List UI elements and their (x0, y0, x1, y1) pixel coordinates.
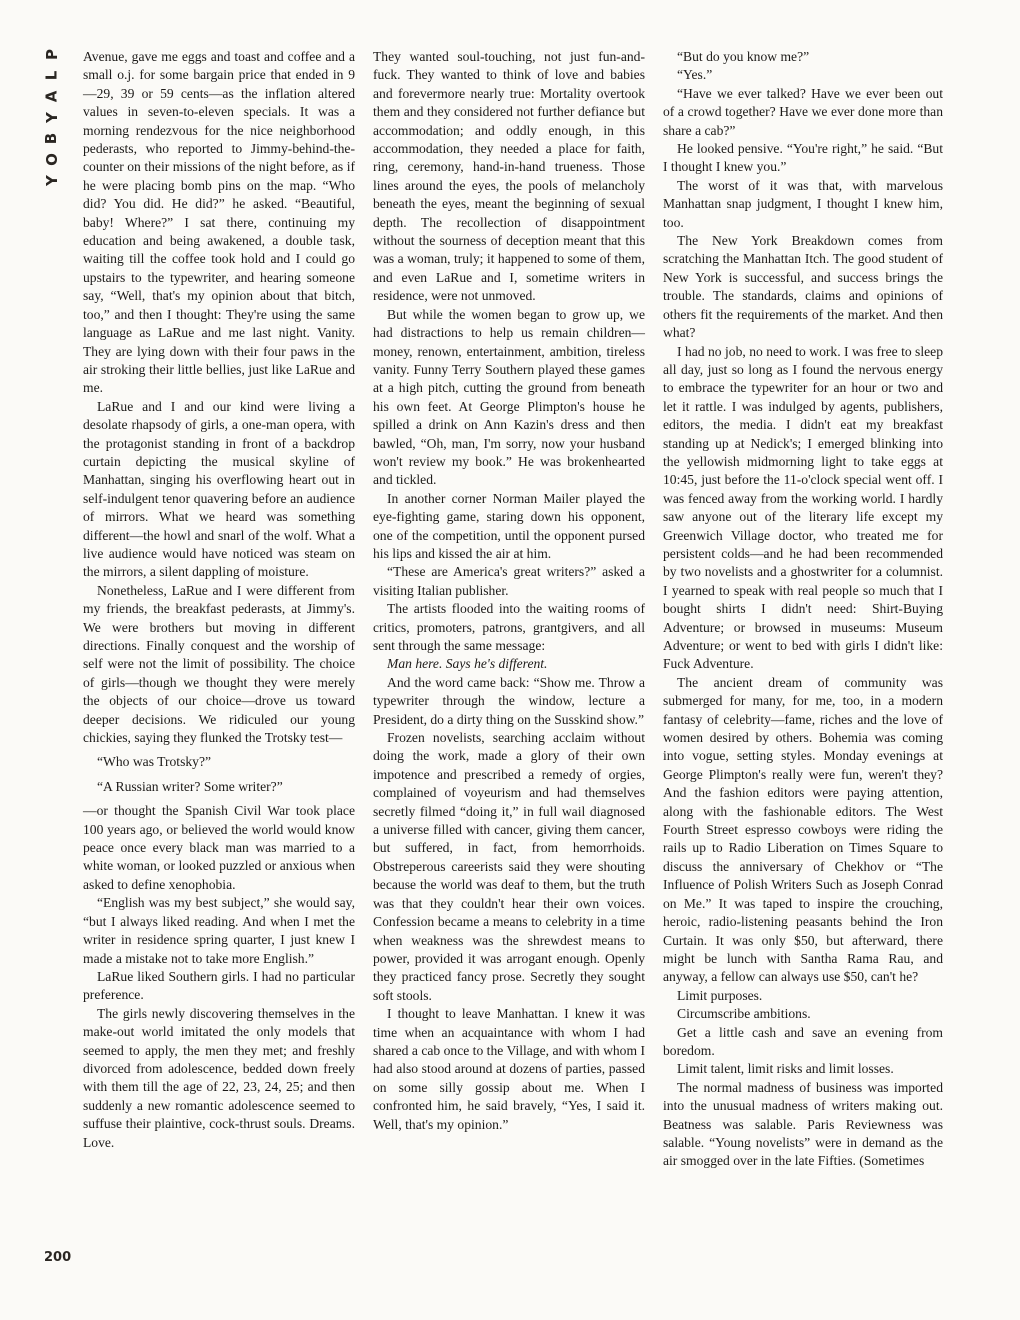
paragraph: The girls newly discovering themselves in the make-out world imitated the only models that seemed to apply, the men they met; and freshly divorced from adolescence, bedded down freely with them till the age of 22, 23, 24, 25; and then suddenly a new romantic adolescence seemed to suffuse their plaintive, cock-thrust souls. Dreams. Love. (83, 1005, 355, 1150)
paragraph: LaRue liked Southern girls. I had no particular preference. (83, 968, 355, 1003)
paragraph: Limit talent, limit risks and limit losses. (677, 1061, 894, 1077)
paragraph: Circumscribe ambitions. (677, 1006, 811, 1022)
paragraph: Nonetheless, LaRue and I were different from my friends, the breakfast pederasts, at Jimmy's. We were brothers but moving in different directions. Finally conquest and the worship of self were not the limit of possibility. The choice of girls—though we thought they were merely the objects of our choice—drove us toward deeper decisions. We ridiculed our young chickies, saying they flunked the Trotsky test— (83, 582, 355, 746)
masthead-letter: Y (42, 112, 61, 123)
paragraph: “Have we ever talked? Have we ever been out of a crowd together? Have we ever done more than share a cab?” (663, 85, 943, 138)
paragraph: LaRue and I and our kind were living a desolate rhapsody of girls, a one-man opera, with the protagonist standing in front of a backdrop curtain depicting the musical skyline of Manhattan, singing his overflowing heart out in self-indulgent tenor quavering before an audience of mirrors. What we heard was something different—the howl and snarl of the wolf. What a live audience would have noticed was steam on the mirrors, a silent dappling of moisture. (83, 398, 355, 580)
paragraph: The artists flooded into the waiting rooms of critics, promoters, patrons, grantgivers, and all sent through the same message: (373, 601, 645, 653)
page-number: 200 (44, 1250, 72, 1265)
paragraph: Frozen novelists, searching acclaim without doing the work, made a glory of their own impotence and prescribed a remedy of orgies, complained of voyeurism and had themselves secretly filmed “doing it,” in full wail diagnosed a universe filled with cancer, giving them cancer, but suffered, in fact, from hemorrhoids. Obstreperous careerists said they were shouting because the world was deaf to them, but the truth was that they couldn't hear their own voices. Confession became a means to celebrity in a time when weakness was the shrewdest means to power, provided it was arrogant enough. Openly they practiced fancy prose. Secretly they sought soft stools. (373, 730, 645, 1003)
paragraph: And the word came back: “Show me. Throw a typewriter through the window, lecture a President, do a dirty thing on the Susskind show.” (373, 674, 645, 727)
paragraph: I had no job, no need to work. I was free to sleep all day, just so long as I found the nervous energy to embrace the typewriter for an hour or two and let it rattle. I was indulged by agents, publishers, editors, the media. I didn't eat my breakfast standing up at Nedick's; I emerged blinking into the yellowish midmorning light to take eggs at 10:45, just before the 11-o'clock special went off. I was fenced away from the working world. I hardly saw anyone out of the literary life except my Greenwich Village doctor, who treated me for persistent colds—and he had been recommended by two novelists and a ghostwriter for a columnist. I yearned to speak with real people so much that I bought shirts I didn't need: Shirt-Buying Adventure; or browsed in museums: Museum Adventure; or went to bed with girls I didn't like: Fuck Adventure. (663, 343, 943, 672)
masthead-letter: B (42, 132, 61, 145)
magazine-name-vertical (40, 44, 64, 191)
paragraph: “But do you know me?” (677, 49, 810, 64)
masthead-letter: L (42, 70, 61, 81)
paragraph: “Who was Trotsky?” (97, 754, 212, 770)
paragraph: “These are America's great writers?” asked a visiting Italian publisher. (373, 564, 645, 598)
masthead-letter: A (42, 90, 61, 103)
paragraph: The normal madness of business was imported into the unusual madness of writers making out. Beatness was salable. Paris Reviewness was salable. “Young novelists” were in demand as the air smogged over in the late Fifties. (Sometimes (663, 1079, 943, 1169)
paragraph: “Yes.” (677, 67, 713, 83)
paragraph: Avenue, gave me eggs and toast and coffee and a small o.j. for some bargain price that ended in 9—29, 39 or 59 cents—as the inflation altered values in seven-to-eleven specials. It was a morning rendezvous for the nice neighborhood pederasts, who reported to Jimmy-behind-the-counter on their missions of the night before, as if he were placing bomb pins on the map. “Who did? You did. He did?” he asked. “Beautiful, baby! Where?” I sat there, continuing my education and being awakened, a double task, waiting till the coffee took hold and I could go upstairs to the typewriter, and hearing someone say, “Well, that's my opinion about that bitch, too,” and then I thought: They're using the same language as LaRue and me last night. Vanity. They are lying down with their four paws in the air stroking their little bellies, just like LaRue and me. (83, 49, 355, 396)
paragraph: “A Russian writer? Some writer?” (97, 778, 283, 794)
paragraph: “English was my best subject,” she would say, “but I always liked reading. And when I met the writer in residence spring quarter, I just knew I made a mistake not to take more English.” (83, 895, 355, 966)
paragraph: Man here. Says he's different. (387, 656, 548, 672)
paragraph: The New York Breakdown comes from scratching the Manhattan Itch. The good student of New York is successful, and success brings the trouble. The standards, claims and opinions of others fit the requirements of the market. And then what? (663, 233, 943, 341)
paragraph: Limit purposes. (677, 987, 763, 1003)
paragraph: I thought to leave Manhattan. I knew it was time when an acquaintance with whom I had shared a cab once to the Village, and with whom I had also stood around at dozens of parties, passed on some silly gossip about me. When I confronted him, he said bravely, “Yes, I said it. Well, that's my opinion.” (373, 1006, 645, 1132)
paragraph: The ancient dream of community was submerged for many, for me, too, in a modern fantasy of celebrity—fame, riches and the love of women desired by others. Bohemia was coming into vogue, setting styles. Monday evenings at George Plimpton's really were fun, weren't they? And the fashion editors were paying attention, along with the fashionable editors. The West Fourth Street espresso cowboys were riding the rails up to Radio Liberation on Times Square to discuss the anniversary of Chekhov or “The Influence of Polish Writers Such as Joseph Conrad on Me.” It was taped to inspire the crouching, heroic, radio-listening peasants behind the Iron Curtain. It was only $50, but afterward, there might be lunch with Santha Rama Rau, and anyway, a fellow can always use $50, can't he? (663, 674, 943, 985)
text-column-1 (83, 48, 355, 1152)
paragraph: The worst of it was that, with marvelous Manhattan snap judgment, I thought I knew him, too. (663, 177, 943, 230)
text-column-3 (663, 48, 943, 1171)
masthead-letter: P (42, 49, 61, 60)
paragraph: —or thought the Spanish Civil War took place 100 years ago, or believed the world would know peace once every black man was married to a white woman, or looked puzzled or anxious when asked to define xenophobia. (83, 803, 355, 892)
text-column-2 (373, 48, 645, 1134)
paragraph: Get a little cash and save an evening from boredom. (663, 1024, 943, 1058)
masthead-letter: O (42, 153, 61, 166)
masthead-letter: Y (42, 175, 61, 186)
paragraph: They wanted soul-touching, not just fun-and-fuck. They wanted to think of love and babies and forevermore nearly true: Mortality overtook them and they considered not further defiance but accommodation; and oddly enough, in this accommodation, they needed a place for faith, ring, ceremony, hand-in-hand trueness. Those lines around the eyes, the pools of melancholy beneath the eyes, meant the beginning of sexual depth. The recollection of disappointment without the sourness of deception meant that this was a woman, truly; it happened to some of them, and even LaRue and I, sometime writers in residence, were not unmoved. (373, 49, 645, 304)
paragraph: He looked pensive. “You're right,” he said. “But I thought I knew you.” (663, 141, 943, 175)
paragraph: But while the women began to grow up, we had distractions to help us remain children—money, renown, entertainment, ambition, tireless vanity. Funny Terry Southern played these games at a high pitch, cutting the ground from beneath his own feet. At George Plimpton's house he spilled a drink on Ann Kazin's dress and then bawled, “Oh, man, I'm sorry, now your husband won't review my book.” He was brokenhearted and tickled. (373, 306, 645, 488)
paragraph: In another corner Norman Mailer played the eye-fighting game, staring down his opponent, one of the competition, until the opponent pursed his lips and kissed the air at him. (373, 490, 645, 561)
